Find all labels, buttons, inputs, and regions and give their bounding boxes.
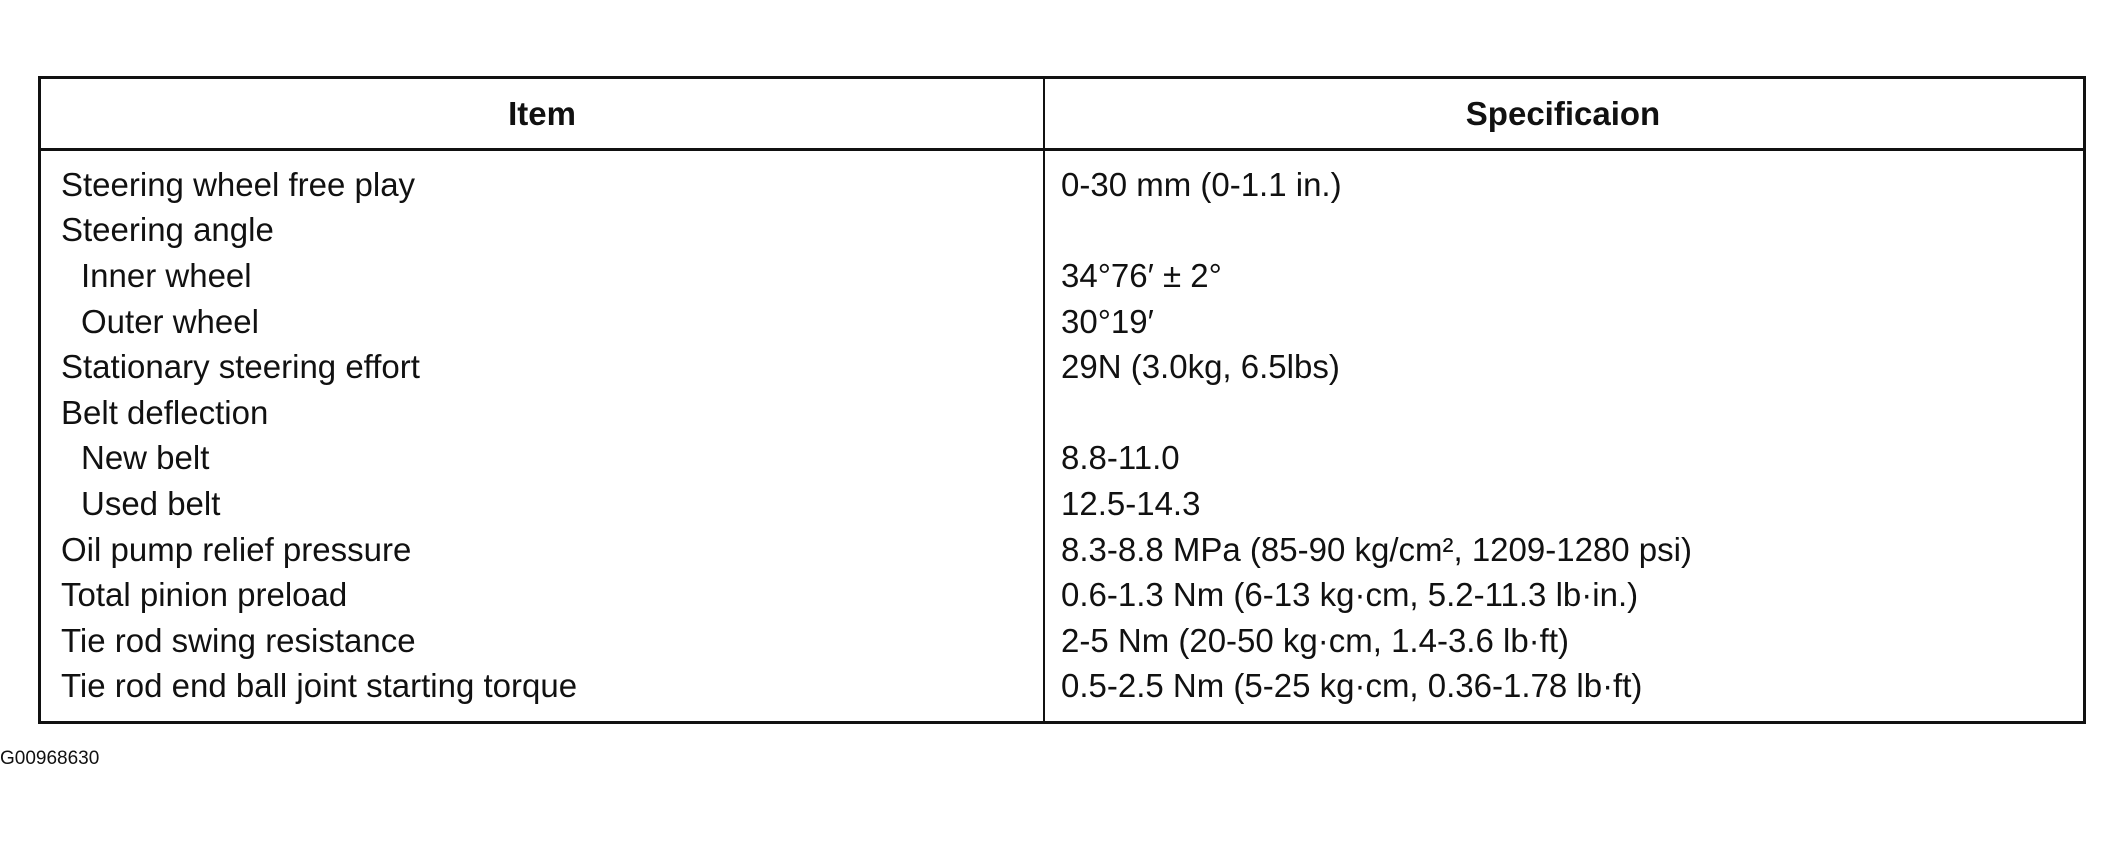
row-specification: 8.3-8.8 MPa (85-90 kg/cm², 1209-1280 psi) xyxy=(1061,530,1692,568)
table-row xyxy=(41,618,2083,664)
row-specification: 0.6-1.3 Nm (6-13 kg·cm, 5.2-11.3 lb·in.) xyxy=(1061,576,1639,614)
header-specification: Specificaion xyxy=(1465,94,1661,132)
row-specification: 34°76′ ± 2° xyxy=(1061,256,1222,294)
table-row xyxy=(41,344,2083,390)
row-specification: 8.8-11.0 xyxy=(1061,439,1180,477)
specification-table xyxy=(38,76,2086,724)
table-row xyxy=(41,572,2083,618)
table-row xyxy=(41,208,2083,254)
table-row xyxy=(41,664,2083,710)
row-item: Stationary steering effort xyxy=(61,348,420,386)
row-specification: 12.5-14.3 xyxy=(1061,484,1201,522)
row-item: Total pinion preload xyxy=(61,576,348,614)
table-row xyxy=(41,481,2083,527)
table-header-row xyxy=(41,79,2083,151)
row-item: Inner wheel xyxy=(81,256,252,294)
row-item: Steering wheel free play xyxy=(61,165,416,203)
row-item: Belt deflection xyxy=(61,393,269,431)
table-row xyxy=(41,299,2083,345)
table-row xyxy=(41,253,2083,299)
table-row xyxy=(41,162,2083,208)
table-row xyxy=(41,436,2083,482)
table-row xyxy=(41,390,2083,436)
header-item: Item xyxy=(508,94,576,132)
row-specification: 30°19′ xyxy=(1061,302,1154,340)
row-item: Tie rod swing resistance xyxy=(61,621,416,659)
row-item: New belt xyxy=(81,439,210,477)
row-item: Used belt xyxy=(81,484,221,522)
row-specification: 0.5-2.5 Nm (5-25 kg·cm, 0.36-1.78 lb·ft) xyxy=(1061,667,1643,705)
row-specification: 0-30 mm (0-1.1 in.) xyxy=(1061,165,1342,203)
row-item: Outer wheel xyxy=(81,302,259,340)
row-specification: 2-5 Nm (20-50 kg·cm, 1.4-3.6 lb·ft) xyxy=(1061,621,1569,659)
row-item: Oil pump relief pressure xyxy=(61,530,412,568)
table-body xyxy=(41,162,2083,709)
table-row xyxy=(41,527,2083,573)
figure-id: G00968630 xyxy=(0,748,100,769)
row-item: Steering angle xyxy=(61,211,274,249)
row-item: Tie rod end ball joint starting torque xyxy=(61,667,578,705)
row-specification: 29N (3.0kg, 6.5lbs) xyxy=(1061,348,1340,386)
